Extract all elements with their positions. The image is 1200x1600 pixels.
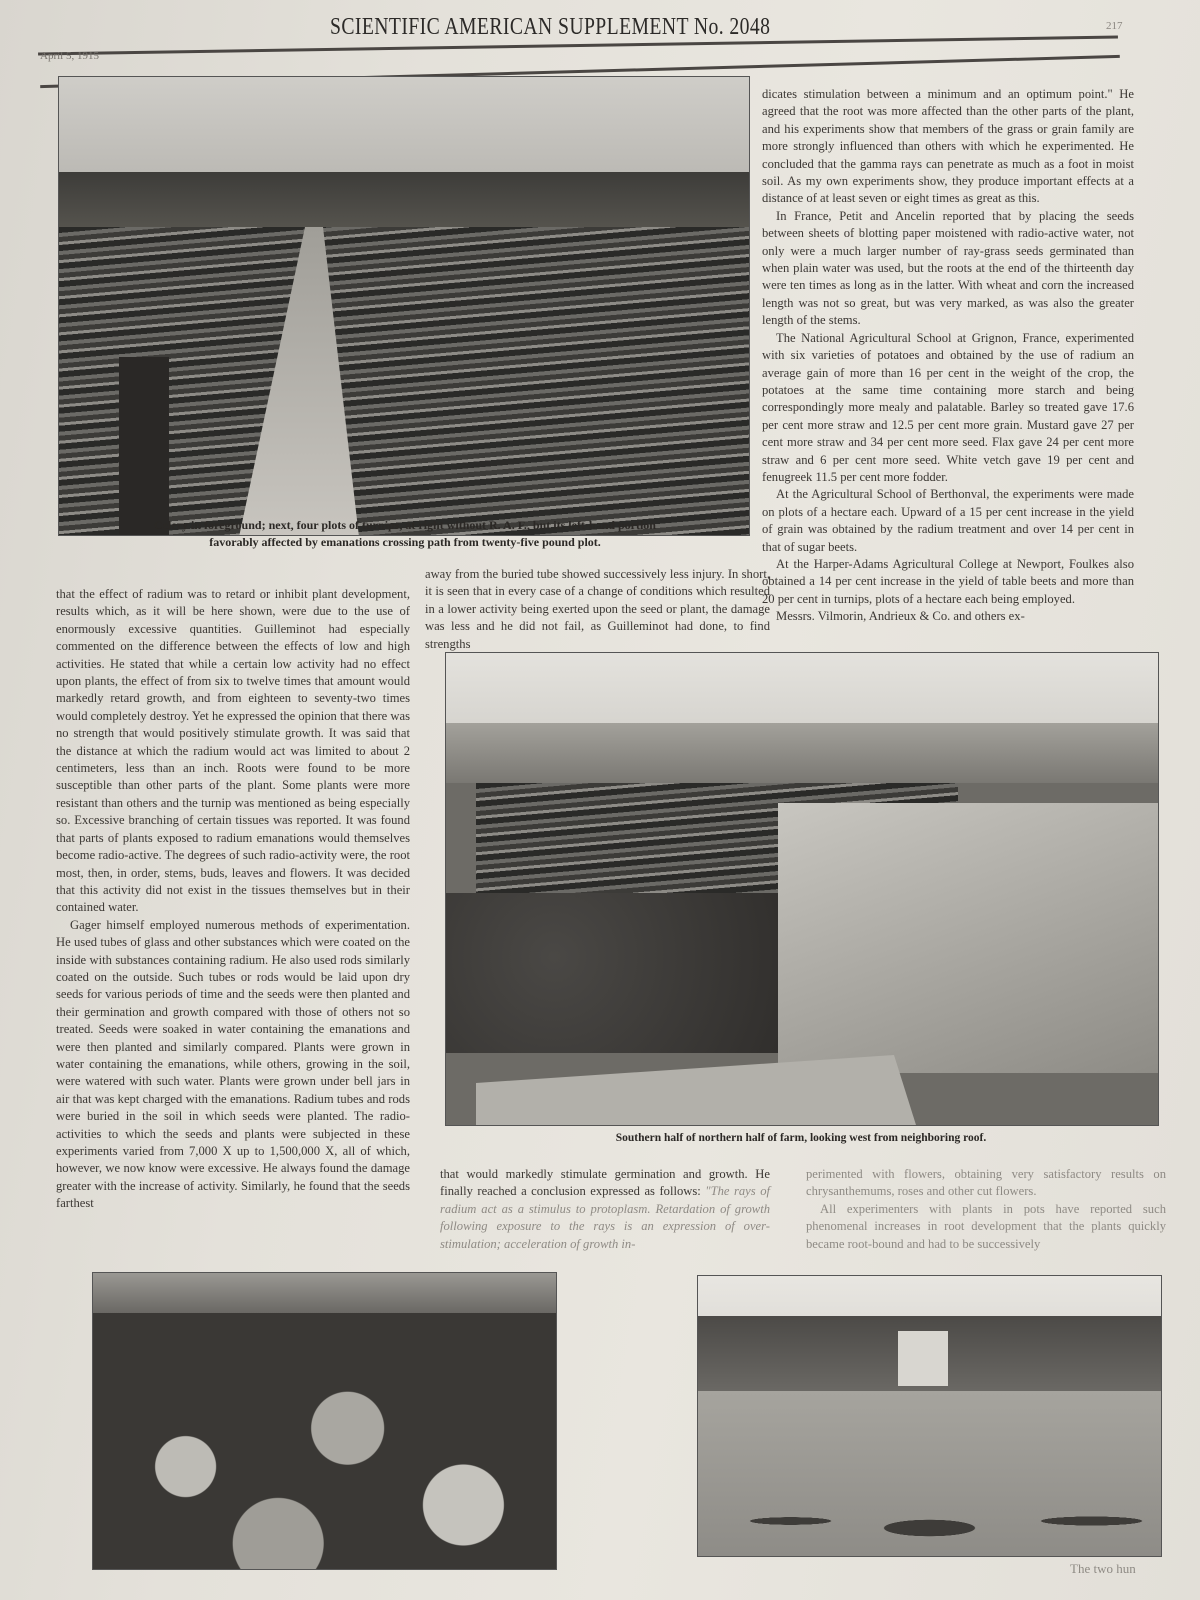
- photo-farm-house-plots: [697, 1275, 1162, 1557]
- quotation: "The rays of radium act as a stimulus to protoplasm. Retardation of growth following exposure to the rays is an expression of over-stimulation; acceleration of growth in-: [440, 1184, 770, 1251]
- paragraph: dicates stimulation between a minimum and an optimum point." He agreed that the root was more affected than the other parts of the plant, and his experiments show that members of the grass or grain family are more strongly influenced than others with which he experimented. He concluded that the gamma rays can penetrate as much as a foot in moist soil. As my own experiments show, they produce important effects at a distance of at least seven or eight times as great as this.: [762, 87, 1134, 206]
- paragraph: that the effect of radium was to retard or inhibit plant development, results which, as it will be here shown, were due to the use of enormously excessive quantities. Guilleminot had especially commented on the difference between the effects of low and high activities. He stated that while a certain low activity had no effect upon plants, the effect of from six to twelve times that amount would markedly retard growth, and from eighteen to seventy-two times would completely destroy. Yet he expressed the opinion that there was no strength that would positively stimulate growth. It was said that the distance at which the radium would act was limited to about 2 centimeters, less than an inch. Roots were found to be more susceptible than other parts of the plant. Some plants were more resistant than others and the turnip was mentioned as being especially so. Excessive branching of certain tissues was reported. It was found that parts of plants exposed to radium emanations would themselves become radio-active. The degrees of such radio-activity were, the root most, then, in order, stems, buds, leaves and flowers. It was decided that this activity did not exist in the tissues themselves but in their contained water.: [56, 587, 410, 915]
- publication-title: SCIENTIFIC AMERICAN SUPPLEMENT No. 2048: [330, 14, 771, 40]
- page-number: 217: [1106, 20, 1123, 32]
- figure-caption-1: [60, 517, 750, 551]
- paragraph: Gager himself employed numerous methods of experimentation. He used tubes of glass and other substances which were coated on the inside with substances containing radium. He also used rods similarly coated on the outside. Such tubes or rods would be laid upon dry seeds for various periods of time and the seeds were then planted and their germination and growth compared with those of others not so treated. Seeds were soaked in water containing the emanations and were then planted and similarly compared. Plants were grown in water containing the emanations, while others, growing in the soil, were watered with such water. Plants were grown under bell jars in air that was kept charged with the emanations. Radium tubes and rods were buried in the soil in which seeds were planted. The radio-activities to which the seeds and plants were subjected in these experiments varied from 7,000 X up to 1,500,000 X, all of which, however, we now know were excessive. He always found the damage greater with the increase of activity. Similarly, he found that the seeds farthest: [56, 917, 410, 1211]
- article-column-middle-top: [425, 566, 770, 653]
- paragraph: Messrs. Vilmorin, Andrieux & Co. and others ex-: [776, 609, 1025, 624]
- paragraph: All experimenters with plants in pots have reported such phenomenal increases in root development that the plants quickly became root-bound and had to be successively: [806, 1201, 1166, 1251]
- paragraph: The National Agricultural School at Grignon, France, experimented with six varieties of potatoes and obtained by the use of radium an average gain of more than 16 per cent in the weight of the crop, the potatoes at the same time containing more starch and being correspondingly more mealy and palatable. Barley so treated gave 17.6 per cent more straw and 12.5 per cent more grain. Mustard gave 27 per cent more straw and 34 per cent more seed. Flax gave 24 per cent more straw and 6 per cent more seed. White vetch gave 19 per cent and fenugreek 11.5 per cent more fodder.: [762, 330, 1134, 484]
- article-column-middle-bottom: [440, 1166, 770, 1253]
- caption-line: Celery in foreground; next, four plots of turnips, at right without R. A. F., but its left-hand portion: [154, 518, 656, 532]
- photo-farm-looking-west: [445, 652, 1159, 1126]
- paragraph: In France, Petit and Ancelin reported that by placing the seeds between sheets of blotting paper moistened with radio-active water, not only were a much larger number of ray-grass seeds germinated than when plain water was used, but the roots at the end of the thirteenth day were ten times as long as in the latter. With wheat and corn the increased length was not so great, but was very marked, as was also the greater length of the stems.: [762, 208, 1134, 328]
- paragraph: perimented with flowers, obtaining very satisfactory results on chrysanthemums, roses and other cut flowers.: [806, 1167, 1166, 1199]
- article-column-right-bottom: [806, 1166, 1166, 1253]
- article-column-right-top: [762, 86, 1134, 626]
- article-column-left: [56, 586, 410, 1213]
- paragraph: At the Harper-Adams Agricultural College at Newport, Foulkes also obtained a 14 per cent increase in the yield of table beets and more than 20 per cent in turnips, plots of a hectare each being employed.: [762, 556, 1134, 606]
- figure-caption-4-fragment: The two hun: [1070, 1561, 1136, 1576]
- paragraph: [440, 1166, 770, 1253]
- paragraph: away from the buried tube showed successively less injury. In short, it is seen that in every case of a change of conditions which resulted in a lower activity being exerted upon the seed or plant, the damage was less and he did not fail, as Guilleminot had done, to find strengths: [425, 567, 770, 651]
- photo-cabbage-bed: [92, 1272, 557, 1570]
- paragraph-text: that would markedly stimulate germination and growth. He finally reached a conclusion expressed as follows:: [440, 1167, 770, 1199]
- issue-date: April 5, 1915: [40, 50, 99, 62]
- paragraph: At the Agricultural School of Berthonval, the experiments were made on plots of a hectare each. Upward of a 15 per cent increase in the yield of grain was obtained by the radium treatment and over 14 per cent in that of sugar beets.: [762, 487, 1134, 554]
- caption-line: favorably affected by emanations crossing path from twenty-five pound plot.: [209, 535, 601, 549]
- figure-caption-2: Southern half of northern half of farm, looking west from neighboring roof.: [615, 1132, 987, 1144]
- photo-celery-turnip-plots: [58, 76, 750, 536]
